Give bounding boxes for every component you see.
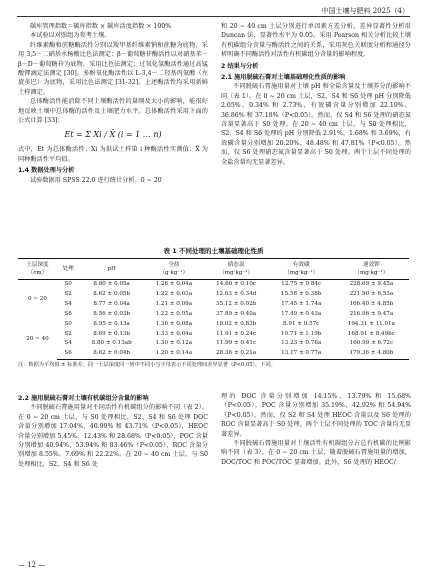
paragraph: 本试验以对照组为参考土壤。 xyxy=(30,32,111,40)
table-row xyxy=(18,349,409,359)
table-cell: 8.91 ± 0.57c xyxy=(283,320,320,327)
header-rule xyxy=(17,16,410,17)
table-cell: 216.96 ± 9.47a xyxy=(349,310,394,317)
column-header: 硝态氮 （mg·kg⁻¹） xyxy=(204,259,269,280)
table-row xyxy=(18,310,409,320)
table-cell: S4 xyxy=(64,300,72,307)
table-cell: S6 xyxy=(57,349,79,359)
table-cell: 28.36 ± 0.21a xyxy=(204,349,269,359)
table-row xyxy=(18,300,409,310)
table-cell: S4 xyxy=(64,340,72,347)
table-cell: 15.58 ± 0.38b xyxy=(281,291,322,298)
table-row xyxy=(18,339,409,349)
table-note: 注：数据为平均值 ± 标准差；同一土层深度同一列中不同小写字母表示不同处理间差异显著（P<0.05）。下同。 xyxy=(18,362,276,368)
data-table xyxy=(18,258,409,360)
table-cell: 1.36 ± 0.08a xyxy=(155,320,193,327)
paragraph: 纤维素酶和蔗糖酶活性分别以羧甲基纤维素钠和蔗糖为底物，采用 3,5－二硝基水杨酸比色法测定；β－葡萄糖苷酶活性以对硝基苯－β－D－葡萄糖苷为底物，采用比色法测定；过氧化氢酶活性通过高锰酸钾滴定法测定 [30]。多酚氧化酶活性以 L-3,4－二羟基丙氨酸（左旋多巴）为底物，采用比色法测定 [31-32]。上述酶活性均采用新鲜土样测定。 xyxy=(18,41,208,96)
table-cell: 1.33 ± 0.04a xyxy=(155,330,193,337)
table-cell: S2 xyxy=(64,291,72,298)
table-cell: 8.56 ± 0.03b xyxy=(93,310,131,317)
formula: Et = Σ Xi / X̄ (i = 1 … n) xyxy=(64,130,162,140)
column-header: pH xyxy=(79,259,144,280)
table-cell: 13.17 ± 0.77a xyxy=(269,349,334,359)
table-cell: 160.99 ± 6.72c xyxy=(349,340,394,347)
table-cell: 12.63 ± 0.34d xyxy=(215,291,257,298)
paragraph: 和 20 ~ 40 cm 土层分别进行单因素方差分析，差异显著性分析用 Duncan 法，显著性水平为 0.05。采用 Pearson 相关分析比较土壤有机碳组分含量与酶活性之间的关系，采用灰色关联度分析和通径分析明确不同酶活性对活性有机碳组分含量的影响程度。 xyxy=(221,23,411,59)
table-cell: 221.90 ± 6.53a xyxy=(349,291,394,298)
paragraph: 不同脱硫石膏施用量对土壤活性有机碳组分占总有机碳的比例影响不同（表 3）。在 0 ~ 20 cm 土层，随着脱硫石膏施用量的增加，DOC/TOC 和 POC/TOC 显著增加。此外，S6 处理的 HEOC/ xyxy=(221,440,411,466)
table-cell: 194.31 ± 11.01a xyxy=(347,320,395,327)
table-cell: 8.80 ± 0.13ab xyxy=(91,340,132,347)
table-row xyxy=(18,320,409,330)
table-cell: S2 xyxy=(64,330,72,337)
subsection-heading: 2.2 施用脱硫石膏对土壤有机碳组分含量的影响 xyxy=(18,395,149,402)
table-cell: 14.60 ± 0.10c xyxy=(216,281,257,288)
table-cell: 168.91 ± 8.49bc xyxy=(347,330,395,337)
right-column-bottom xyxy=(221,392,411,467)
paragraph: 理的 DOC 含量分别增加 14.15%、13.79% 和 15.68%（P<0.05），POC 含量分别增加 35.19%、42.92% 和 54.94%（P<0.05）。然而，仅 S2 和 S4 处理 HEOC 含量以及 S6 处理的 ROC 含量显著高于 S0 处理。两个土层不同处理的 TOC 含量均无显著差异。 xyxy=(221,393,411,438)
paragraph: 总体酶活性能消除不同土壤酶活性的量纲及大小的影响，能很好地反映土壤中总体酶的活性及土壤肥力水平。总体酶活性采用下面的公式计算 [33]： xyxy=(18,98,208,125)
table-cell: 228.69 ± 9.45a xyxy=(349,281,394,288)
column-header: 速效钾 （mg·kg⁻¹） xyxy=(334,259,409,280)
table-cell: 17.45 ± 1.74a xyxy=(281,300,322,307)
subsection-heading: 2.1 施用脱硫石膏对土壤基础理化性质的影响 xyxy=(221,74,346,82)
paragraph: 不同脱硫石膏施用量对不同活性有机碳组分的影响不同（表 2）。在 0 ~ 20 cm 土层，与 S0 处理相比，S2、S4 和 S6 处理 DOC 含量分别增加 17.04%、40.99% 和 43.71%（P<0.05），HEOC 含量分别增加 5.45%、12.43% 和 28.68%（P<0.05），POC 含量分别增加 40.94%、53.94% 和 83.46%（P<0.05），ROC 含量分别增加 8.55%、7.69% 和 22.22%。在 20 ~ 40 cm 土层，与 S0 处理相比，S2、S4 和 S6 处 xyxy=(18,404,208,468)
right-column-top xyxy=(221,22,411,167)
paragraph: 式中，Et 为总体酶活性；Xi 为供试土样第 i 种酶活性实测值；X̄ 为同种酶活性平均值。 xyxy=(18,146,208,163)
table-cell: 8.95 ± 0.13a xyxy=(93,320,130,327)
column-header: 处理 xyxy=(57,259,79,280)
table-row xyxy=(18,280,409,290)
table-cell: 1.20 ± 0.14a xyxy=(144,349,204,359)
table-1 xyxy=(18,246,409,369)
table-cell: 35.12 ± 0.02b xyxy=(215,300,257,307)
table-cell: 17.49 ± 0.43a xyxy=(281,310,322,317)
column-header: 有效磷 （mg·kg⁻¹） xyxy=(269,259,334,280)
table-cell: 8.62 ± 0.05b xyxy=(93,291,131,298)
table-cell: 11.91 ± 0.24c xyxy=(216,330,257,337)
table-cell: 11.99 ± 0.41c xyxy=(216,340,257,347)
column-header: 土层深度 （cm） xyxy=(18,259,57,280)
table-cell: 8.77 ± 0.04a xyxy=(93,300,130,307)
table-row xyxy=(18,290,409,300)
table-row xyxy=(18,329,409,339)
table-cell: 37.89 ± 0.40a xyxy=(216,310,257,317)
table-cell: 10.71 ± 1.19b xyxy=(281,330,322,337)
table-cell: S0 xyxy=(64,281,72,288)
left-column-bottom xyxy=(18,392,208,469)
page-number: — 12 — xyxy=(18,561,46,569)
table-cell: 8.80 ± 0.05a xyxy=(93,281,130,288)
running-header: 中国土壤与肥料 2025（4） xyxy=(321,7,409,15)
table-cell: S6 xyxy=(64,310,72,317)
table-cell: 18.02 ± 0.83b xyxy=(215,320,257,327)
section-heading: 1.4 数据处理与分析 xyxy=(18,167,75,175)
table-cell: 12.75 ± 0.84c xyxy=(281,281,322,288)
table-cell: 1.22 ± 0.05a xyxy=(155,310,193,317)
table-cell: S0 xyxy=(64,320,72,327)
left-column-top xyxy=(18,22,208,185)
table-cell: 1.22 ± 0.03a xyxy=(155,291,193,298)
table-cell: 8.69 ± 0.13b xyxy=(93,330,131,337)
paragraph: 碳库管理指数＝碳库指数 × 碳库活度指数 × 100% xyxy=(30,23,172,30)
depth-cell: 0 ~ 20 xyxy=(28,296,47,302)
table-cell: 1.26 ± 0.04a xyxy=(155,281,193,288)
table-cell: 1.21 ± 0.09a xyxy=(155,300,193,307)
table-cell: 179.36 ± 4.80b xyxy=(334,349,409,359)
table-caption: 表 1 不同处理的土壤基础理化性质 xyxy=(163,247,264,255)
section-heading: 2 结果与分析 xyxy=(221,62,259,70)
table-cell: 8.62 ± 0.04b xyxy=(79,349,144,359)
paragraph: 试验数据用 SPSS 22.0 进行统计分析。0 ~ 20 xyxy=(30,176,162,184)
column-header: 全盐 （g·kg⁻¹） xyxy=(144,259,204,280)
depth-cell: 20 ~ 40 xyxy=(26,335,49,342)
table-cell: 13.23 ± 0.76a xyxy=(281,340,322,347)
table-cell: 166.40 ± 4.85b xyxy=(349,300,394,307)
table-cell: 1.30 ± 0.12a xyxy=(155,340,193,347)
paragraph: 不同脱硫石膏施用量对土壤 pH 和全盐含量及土壤养分的影响不同（表 1）。在 0 ~ 20 cm 土层，S2、S4 和 S6 处理 pH 分别降低 2.05%、0.34% 和 2.73%，有效磷含量分别增加 22.19%、36.86% 和 37.18%（P<0.05）。然而，仅 S4 和 S6 处理的硝态氮含量显著高于 S0 处理。在 20 ~ 40 cm 土层，与 S0 处理相比，S2、S4 和 S6 处理的 pH 分别降低 2.91%、1.68% 和 3.69%，有效磷含量分别增加 20.20%、48.48% 和 47.81%（P<0.05）。然而，仅 S6 处理硝态氮含量显著高于 S0 处理。两个土层不同处理的全盐含量均无显著差异。 xyxy=(221,83,411,166)
